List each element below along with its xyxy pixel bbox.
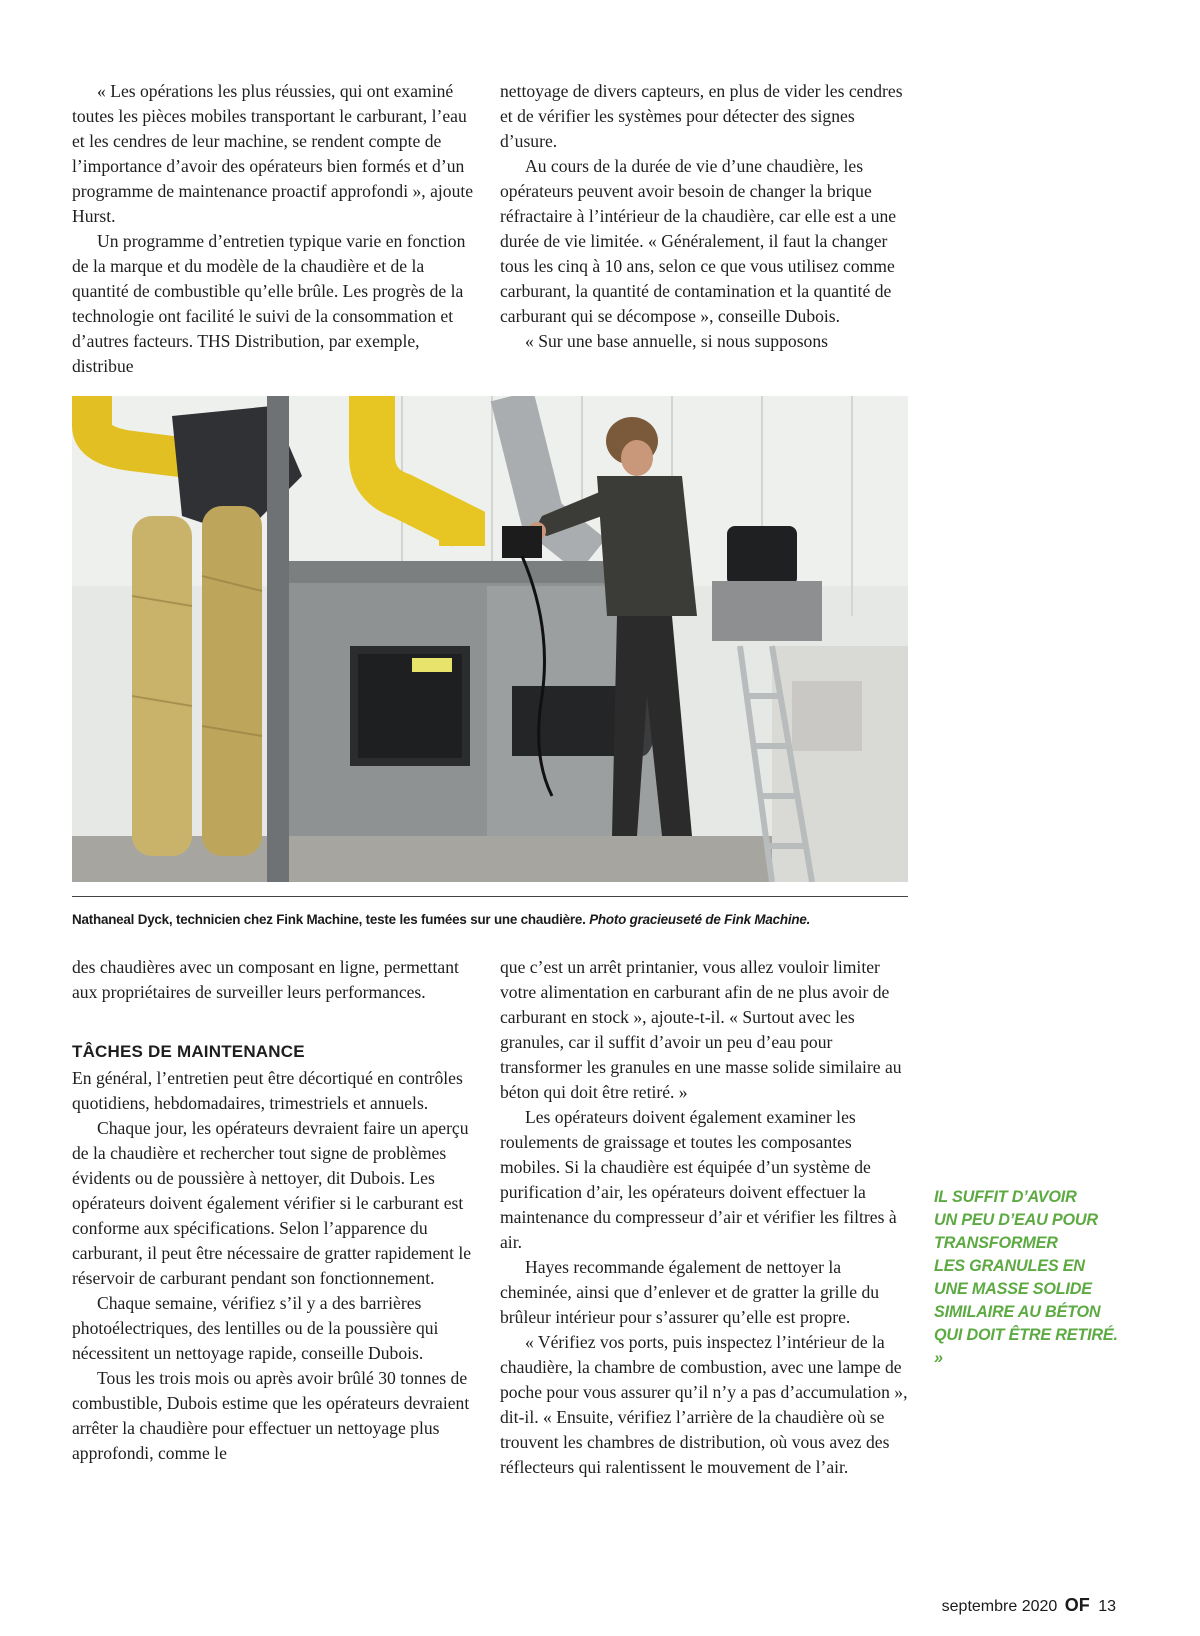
caption-text: Nathaneal Dyck, technicien chez Fink Machine, teste les fumées sur une chaudière. <box>72 912 586 927</box>
paragraph: nettoyage de divers capteurs, en plus de vider les cendres et de vérifier les systèmes pour détecter des signes d’usure. <box>500 81 903 151</box>
pull-quote-line: » <box>934 1349 943 1367</box>
paragraph: des chaudières avec un composant en ligne, permettant aux propriétaires de surveiller leurs performances. <box>72 957 459 1002</box>
paragraph: Hayes recommande également de nettoyer la cheminée, ainsi que d’enlever et de gratter la grille du brûleur intérieur pour s’assurer qu’elle est propre. <box>500 1257 880 1327</box>
paragraph: « Vérifiez vos ports, puis inspectez l’intérieur de la chaudière, la chambre de combustion, avec une lampe de poche pour vous assurer qu’il n’y a pas d’accumulation », dit-il. « Ensuite, vérifiez l’arrière de la chaudière où se trouvent les chambres de distribution, où vous avez des réflecteurs qui ralentissent le mouvement de l’air. <box>500 1332 908 1477</box>
column-top-left <box>72 79 477 379</box>
paragraph: En général, l’entretien peut être décortiqué en contrôles quotidiens, hebdomadaires, trimestriels et annuels. <box>72 1068 463 1113</box>
boiler-photo <box>72 396 908 882</box>
folio-issue: septembre 2020 <box>941 1598 1058 1615</box>
paragraph: Au cours de la durée de vie d’une chaudière, les opérateurs peuvent avoir besoin de changer la brique réfractaire à l’intérieur de la chaudière, car elle est a une durée de vie limitée. « Généralement, il faut la changer tous les cinq à 10 ans, selon ce que vous utilisez comme carburant, la quantité de contamination et la quantité de carburant qui se décompose », conseille Dubois. <box>500 156 897 326</box>
paragraph: « Les opérations les plus réussies, qui ont examiné toutes les pièces mobiles transportant le carburant, l’eau et les cendres de leur machine, se rendent compte de l’importance d’avoir des opérateurs bien formés et d’un programme de maintenance proactif approfondi », ajoute Hurst. <box>72 81 474 226</box>
pull-quote <box>934 1186 1134 1370</box>
column-top-right <box>500 79 910 354</box>
pull-quote-line: LES GRANULES EN <box>934 1257 1085 1275</box>
pull-quote-line: TRANSFORMER <box>934 1234 1058 1252</box>
page-folio <box>942 1595 1116 1616</box>
pull-quote-line: UN PEU D’EAU POUR <box>934 1211 1098 1229</box>
paragraph: Chaque semaine, vérifiez s’il y a des barrières photoélectriques, des lentilles ou de la poussière qui nécessitent un nettoyage rapide, conseille Dubois. <box>72 1293 439 1363</box>
paragraph: « Sur une base annuelle, si nous supposons <box>525 331 828 351</box>
paragraph: Chaque jour, les opérateurs devraient faire un aperçu de la chaudière et rechercher tout signe de problèmes évidents ou de poussière à nettoyer, dit Dubois. Les opérateurs doivent également vérifier si le carburant est conforme aux spécifications. Selon l’apparence du carburant, il peut être nécessaire de gratter rapidement le réservoir de carburant pendant son fonctionnement. <box>72 1118 472 1288</box>
pull-quote-line: SIMILAIRE AU BÉTON <box>934 1303 1101 1321</box>
caption-divider <box>72 896 908 897</box>
pull-quote-line: QUI DOIT ÊTRE RETIRÉ. <box>934 1326 1118 1344</box>
boiler-photo-illustration <box>72 396 908 882</box>
paragraph: Les opérateurs doivent également examiner les roulements de graissage et toutes les composantes mobiles. Si la chaudière est équipée d’un système de purification d’air, les opérateurs doivent effectuer la maintenance du compresseur d’air et vérifier les filtres à air. <box>500 1107 897 1252</box>
pull-quote-line: IL SUFFIT D’AVOIR <box>934 1188 1077 1206</box>
folio-page-number: 13 <box>1098 1598 1116 1615</box>
section-heading: TÂCHES DE MAINTENANCE <box>72 1042 305 1061</box>
caption-credit: Photo gracieuseté de Fink Machine. <box>589 912 811 927</box>
pull-quote-line: UNE MASSE SOLIDE <box>934 1280 1092 1298</box>
folio-magazine: OF <box>1064 1595 1090 1615</box>
paragraph: Un programme d’entretien typique varie en fonction de la marque et du modèle de la chaudière et de la quantité de combustible qu’elle brûle. Les progrès de la technologie ont facilité le suivi de la consommation et d’autres facteurs. THS Distribution, par exemple, distribue <box>72 231 466 376</box>
paragraph: Tous les trois mois ou après avoir brûlé 30 tonnes de combustible, Dubois estime que les opérateurs devraient arrêter la chaudière pour effectuer un nettoyage plus approfondi, comme le <box>72 1368 470 1463</box>
photo-caption <box>72 911 908 929</box>
column-bottom-right <box>500 955 910 1480</box>
paragraph: que c’est un arrêt printanier, vous allez vouloir limiter votre alimentation en carburant afin de ne plus avoir de carburant en stock », ajoute-t-il. « Surtout avec les granules, car il suffit d’avoir un peu d’eau pour transformer les granules en une masse solide similaire au béton qui doit être retiré. » <box>500 957 902 1102</box>
column-bottom-left <box>72 955 477 1466</box>
